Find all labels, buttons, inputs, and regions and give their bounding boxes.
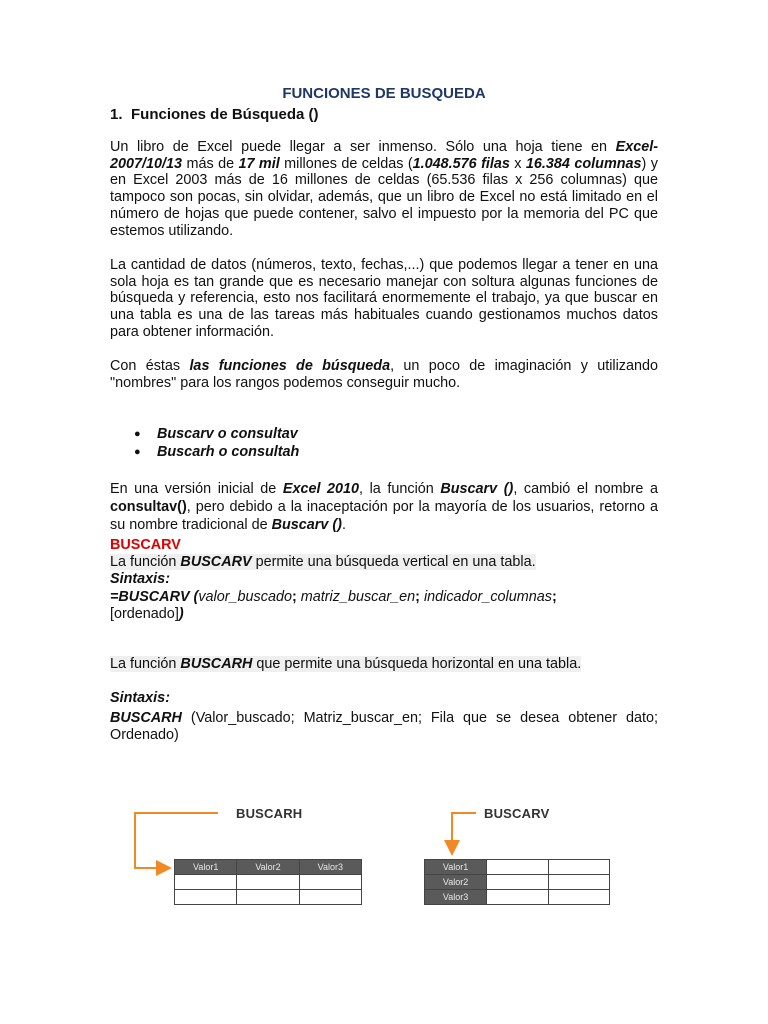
text-run-italic: indicador_columnas: [423, 589, 552, 605]
list-item: [110, 425, 299, 443]
paragraph-intro: [110, 139, 658, 239]
buscarh-syntax: [110, 710, 658, 744]
text-run: ;: [551, 589, 557, 605]
table-row: [425, 875, 610, 890]
table-header-cell: Valor2: [237, 860, 299, 875]
text-run: , cambió el nombre a: [513, 481, 658, 497]
text-run-bold: consultav(): [110, 499, 187, 515]
table-cell: [299, 875, 361, 890]
text-run: , la función: [359, 481, 441, 497]
paragraph-cantidad: La cantidad de datos (números, texto, fechas,...) que podemos llegar a tener en una sola hoja es tan grande que es necesario manejar con soltura algunas funciones de búsqueda y referencia, esto nos facilitará enormemente el trabajo, ya que buscar en una tabla es una de las tareas más habituales cuando gestionamos muchos datos para obtener información.: [110, 257, 658, 340]
buscarh-diagram-label: BUSCARH: [236, 806, 303, 821]
table-cell: [175, 875, 237, 890]
text-run: [ordenado]: [110, 606, 179, 622]
table-cell: [487, 860, 548, 875]
table-cell: [548, 890, 609, 905]
buscarh-table: [174, 859, 362, 905]
table-row: [425, 890, 610, 905]
paragraph-funciones: [110, 358, 658, 391]
text-run: permite una búsqueda vertical en una tabla.: [251, 554, 536, 570]
text-run: x: [509, 155, 526, 172]
text-run: , un poco de imaginación y utilizando "nombres" para los rangos podemos conseguir mucho.: [110, 358, 659, 391]
table-cell: [548, 860, 609, 875]
text-run-bold: 17 mil: [238, 155, 280, 172]
text-run: .: [341, 517, 346, 533]
table-row: [175, 860, 362, 875]
text-run-bold: 16.384 columnas: [525, 155, 642, 172]
document-title: FUNCIONES DE BUSQUEDA: [282, 85, 486, 102]
text-run-italic: valor_buscado: [198, 589, 292, 605]
text-run: La función: [110, 554, 181, 570]
bullet-icon: ●: [134, 428, 141, 440]
buscarv-arrow: [452, 813, 476, 852]
text-run-bold: Buscarv (): [440, 481, 514, 497]
table-cell: [548, 875, 609, 890]
text-run: más de: [182, 155, 239, 172]
table-row: [425, 860, 610, 875]
text-run-bold: BUSCARV: [180, 554, 252, 570]
paragraph-version: [110, 480, 658, 534]
buscarh-description: [110, 656, 581, 673]
table-cell: [175, 890, 237, 905]
table-header-cell: Valor1: [175, 860, 237, 875]
text-run: En una versión inicial de: [110, 481, 283, 497]
list-item-text: Buscarv o consultav: [157, 426, 298, 442]
table-cell: [237, 875, 299, 890]
text-run-bold: Buscarv (): [271, 517, 342, 533]
text-run: millones de celdas (: [279, 155, 413, 172]
text-run-bold: BUSCARH: [110, 710, 182, 726]
bullet-icon: ●: [134, 446, 141, 458]
text-run: Un libro de Excel puede llegar a ser inmenso. Sólo una hoja tiene en: [110, 139, 616, 155]
text-run-italic: matriz_buscar_en: [300, 589, 416, 605]
table-cell: [487, 875, 548, 890]
list-item-text: Buscarh o consultah: [157, 444, 300, 460]
sintaxis-label-2: Sintaxis:: [110, 690, 170, 706]
buscarv-diagram-label: BUSCARV: [484, 806, 550, 821]
table-row: [175, 875, 362, 890]
section-heading-text: Funciones de Búsqueda (): [131, 106, 319, 123]
table-cell: [299, 890, 361, 905]
table-header-cell: Valor1: [425, 860, 487, 875]
section-heading: [110, 106, 319, 123]
bullet-list: [110, 425, 299, 461]
table-cell: [487, 890, 548, 905]
text-run: que permite una búsqueda horizontal en una tabla.: [252, 656, 582, 672]
text-run: Con éstas: [110, 358, 190, 374]
text-run-bold: ): [178, 606, 184, 622]
buscarv-heading: BUSCARV: [110, 537, 181, 553]
text-run: ;: [291, 589, 301, 605]
table-header-cell: Valor3: [425, 890, 487, 905]
text-run-bold: Excel 2010: [282, 481, 360, 497]
table-row: [175, 890, 362, 905]
text-run: , pero debido a la inaceptación por la mayoría de los usuarios, retorno a su nombre tradicional de: [110, 499, 658, 533]
buscarv-syntax: [110, 589, 658, 623]
text-run-bold: BUSCARH: [180, 656, 253, 672]
text-run: (Valor_buscado; Matriz_buscar_en; Fila que se desea obtener dato; Ordenado): [110, 710, 658, 743]
text-run: ;: [415, 589, 424, 605]
sintaxis-label: Sintaxis:: [110, 571, 170, 587]
text-run-bold: las funciones de búsqueda: [189, 358, 391, 374]
table-header-cell: Valor3: [299, 860, 361, 875]
table-cell: [237, 890, 299, 905]
text-run-bold: Excel-2007/10/13: [110, 139, 658, 172]
section-number: 1.: [110, 106, 123, 123]
text-run-bold: =BUSCARV (: [110, 589, 199, 605]
text-run-bold: 1.048.576 filas: [412, 155, 510, 172]
table-header-cell: Valor2: [425, 875, 487, 890]
text-run: ) y en Excel 2003 más de 16 millones de celdas (65.536 filas x 256 columnas) que tampoco son pocas, sin olvidar, además, que un libro de Excel no está limitado en el número de hojas que puede contener, salvo el impuesto por la memoria del PC que estemos utilizando.: [110, 155, 658, 239]
text-run: La función: [110, 656, 181, 672]
buscarv-description: [110, 554, 536, 571]
list-item: [110, 443, 299, 461]
buscarv-table: [424, 859, 610, 905]
